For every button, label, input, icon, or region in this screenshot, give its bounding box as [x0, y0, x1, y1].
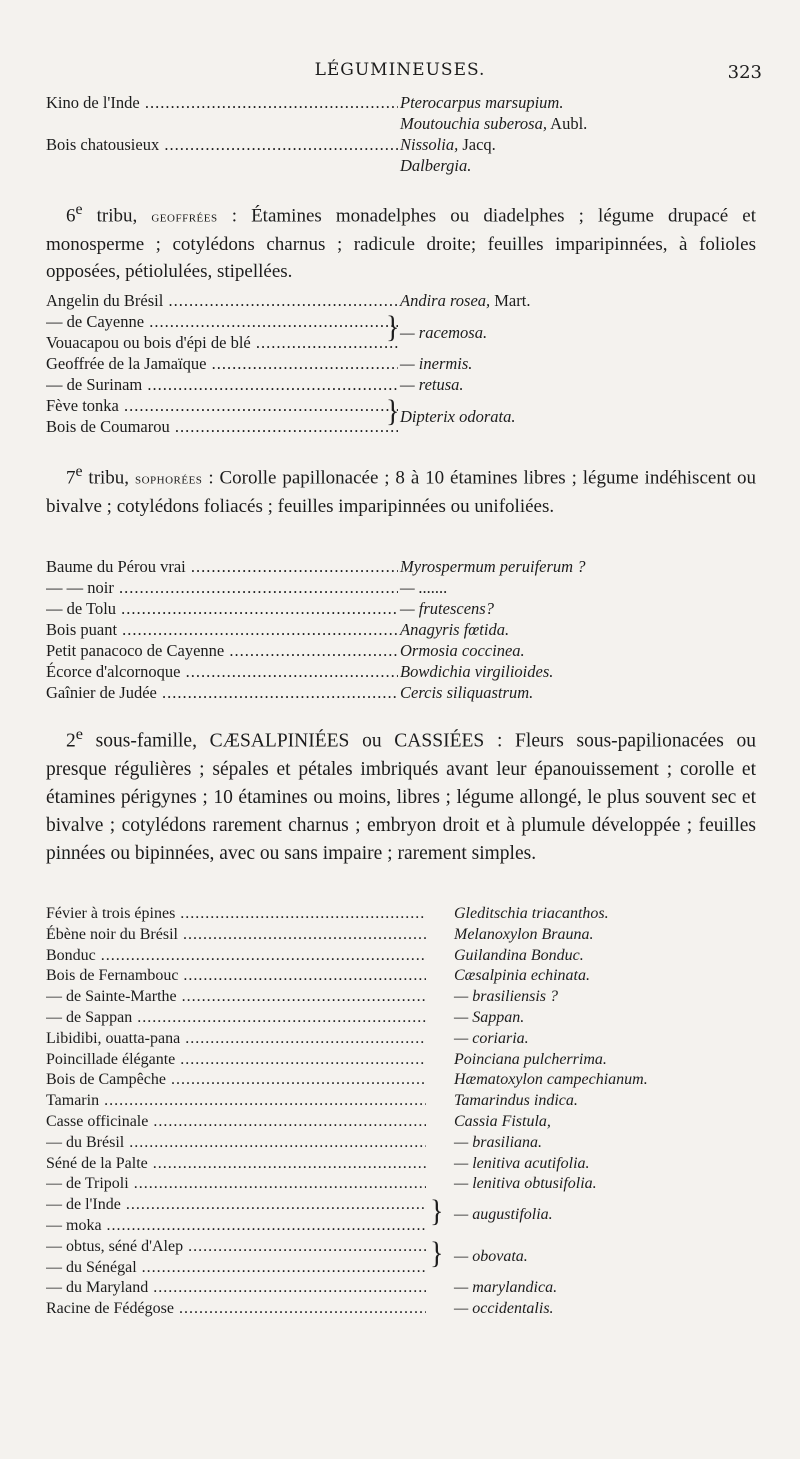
list-item — [46, 556, 766, 577]
common-name: — de Tolu ..... — [46, 598, 398, 619]
common-name: Casse officinale ..... — [46, 1112, 426, 1133]
common-name: — de Tripoli ..... — [46, 1174, 426, 1195]
common-name: Bois chatousieux ..... — [46, 134, 398, 155]
latin-name: Ormosia coccinea. — [400, 641, 525, 660]
list-item — [46, 1278, 766, 1299]
list-item — [46, 1216, 766, 1237]
species-list-1 — [46, 92, 766, 176]
common-name: Geoffrée de la Jamaïque ..... — [46, 353, 398, 374]
list-item — [46, 1008, 766, 1029]
latin-name: — coriaria. — [454, 1029, 529, 1047]
latin-name: — obovata. — [454, 1247, 528, 1265]
common-name: Petit panacoco de Cayenne ..... — [46, 640, 398, 661]
common-name: Bois de Fernambouc ..... — [46, 966, 426, 987]
list-item — [46, 332, 766, 353]
latin-name: — ....... — [400, 578, 448, 597]
latin-name: — augustifolia. — [454, 1206, 553, 1224]
list-item — [46, 1091, 766, 1112]
list-item — [46, 353, 766, 374]
list-item — [46, 966, 766, 987]
latin-name: Tamarindus indica. — [454, 1092, 578, 1110]
latin-name: Moutouchia suberosa, Aubl. — [400, 114, 588, 133]
brace: } — [430, 1194, 444, 1229]
common-name: Libidibi, ouatta-pana ..... — [46, 1029, 426, 1050]
common-name: Kino de l'Inde ..... — [46, 92, 398, 113]
list-item — [46, 1154, 766, 1175]
common-name: Racine de Fédégose ..... — [46, 1299, 426, 1320]
latin-name: Melanoxylon Brauna. — [454, 925, 594, 943]
running-head — [0, 58, 800, 88]
list-item — [46, 1029, 766, 1050]
latin-name: — racemosa. — [400, 323, 488, 342]
list-item — [46, 1299, 766, 1320]
common-name: Écorce d'alcornoque ..... — [46, 661, 398, 682]
latin-name: — inermis. — [400, 354, 473, 373]
common-name: Gaînier de Judée ..... — [46, 682, 398, 703]
page-number: 323 — [727, 62, 762, 83]
list-item — [46, 1050, 766, 1071]
list-item — [46, 661, 766, 682]
list-item — [46, 925, 766, 946]
common-name: Tamarin ..... — [46, 1091, 426, 1112]
common-name: Poincillade élégante ..... — [46, 1050, 426, 1071]
common-name: Bois puant ..... — [46, 619, 398, 640]
common-name: Vouacapou ou bois d'épi de blé ..... — [46, 332, 398, 353]
list-item — [46, 1133, 766, 1154]
brace: } — [386, 394, 400, 429]
latin-name: Dipterix odorata. — [400, 407, 516, 426]
list-item — [46, 1112, 766, 1133]
common-name: — de Sainte-Marthe ..... — [46, 987, 426, 1008]
list-item — [46, 598, 766, 619]
common-name: — obtus, séné d'Alep ..... — [46, 1237, 426, 1258]
latin-name: Poinciana pulcherrima. — [454, 1050, 607, 1068]
list-item — [46, 1258, 766, 1279]
latin-name: — frutescens? — [400, 599, 494, 618]
common-name: Fève tonka ..... — [46, 395, 398, 416]
list-item — [46, 416, 766, 437]
tribe-7-description: 7e tribu, sophorées : Corolle papillonacée ; 8 à 10 étamines libres ; légume indéhiscent ou bivalve ; cotylédons foliacés ; feuilles imparipinnées ou unifoliées. — [46, 463, 756, 518]
list-item — [46, 577, 766, 598]
latin-name: Dalbergia. — [400, 156, 472, 175]
latin-name: — lenitiva obtusifolia. — [454, 1175, 597, 1193]
latin-name: Guilandina Bonduc. — [454, 946, 584, 964]
list-item — [46, 290, 766, 311]
common-name: Bois de Campêche ..... — [46, 1070, 426, 1091]
latin-name: Nissolia, Jacq. — [400, 135, 496, 154]
common-name: — du Brésil ..... — [46, 1133, 426, 1154]
list-item — [46, 374, 766, 395]
list-item — [46, 946, 766, 967]
latin-name: — retusa. — [400, 375, 464, 394]
brace: } — [386, 310, 400, 345]
running-title: LÉGUMINEUSES. — [314, 60, 486, 80]
list-item — [46, 987, 766, 1008]
list-item — [46, 904, 766, 925]
latin-name: Anagyris fœtida. — [400, 620, 510, 639]
latin-name: Cercis siliquastrum. — [400, 683, 534, 702]
list-item — [46, 155, 766, 176]
common-name: — — noir ..... — [46, 577, 398, 598]
common-name: Févier à trois épines ..... — [46, 904, 426, 925]
subfamily-2-description: 2e sous-famille, CÆSALPINIÉES ou CASSIÉES : Fleurs sous-papilionacées ou presque régulières ; sépales et pétales imbriqués avant leur épanouissement ; corolle et étamines périgynes ; 10 étamines ou moins, libres ; légume allongé, le plus souvent sec et bivalve ; cotylédons rarement charnus ; embryon droit et à plumule développée ; feuilles pinnées ou bipinnées, avec ou sans impaire ; rarement simples. — [46, 725, 756, 864]
latin-name: — lenitiva acutifolia. — [454, 1154, 590, 1172]
list-item — [46, 1070, 766, 1091]
list-item — [46, 113, 766, 134]
latin-name: Cassia Fistula, — [454, 1112, 551, 1130]
list-item — [46, 682, 766, 703]
latin-name: Pterocarpus marsupium. — [400, 93, 564, 112]
common-name: — moka ..... — [46, 1216, 426, 1237]
latin-name: Cæsalpinia echinata. — [454, 967, 590, 985]
latin-name: Bowdichia virgilioides. — [400, 662, 554, 681]
list-item — [46, 92, 766, 113]
latin-name: — marylandica. — [454, 1279, 558, 1297]
tribe-6-description: 6e tribu, geoffrées : Étamines monadelphes ou diadelphes ; légume drupacé et monosperme ; cotylédons charnus ; radicule droite; feuilles imparipinnées, à folioles opposées, pétiolulées, stipellées. — [46, 201, 756, 283]
common-name: — du Sénégal ..... — [46, 1258, 426, 1279]
common-name: Bonduc ..... — [46, 946, 426, 967]
list-item — [46, 1174, 766, 1195]
common-name: Ébène noir du Brésil ..... — [46, 925, 426, 946]
list-item — [46, 619, 766, 640]
common-name: — de Surinam ..... — [46, 374, 398, 395]
common-name: — de Cayenne ..... — [46, 311, 398, 332]
latin-name: — occidentalis. — [454, 1300, 554, 1318]
latin-name: Hæmatoxylon campechianum. — [454, 1071, 648, 1089]
common-name: Bois de Coumarou ..... — [46, 416, 398, 437]
common-name: — de Sappan ..... — [46, 1008, 426, 1029]
latin-name: Gleditschia triacanthos. — [454, 905, 609, 922]
common-name: — de l'Inde ..... — [46, 1195, 426, 1216]
latin-name: Myrospermum peruiferum ? — [400, 557, 586, 576]
latin-name: — brasiliana. — [454, 1133, 543, 1151]
common-name: Baume du Pérou vrai ..... — [46, 556, 398, 577]
list-item — [46, 640, 766, 661]
common-name: — du Maryland ..... — [46, 1278, 426, 1299]
brace: } — [430, 1236, 444, 1271]
list-item — [46, 134, 766, 155]
species-list-2 — [46, 290, 766, 437]
species-list-4 — [46, 904, 766, 1320]
latin-name: — brasiliensis ? — [454, 988, 559, 1006]
latin-name: — Sappan. — [454, 1008, 525, 1026]
latin-name: Andira rosea, Mart. — [400, 291, 531, 310]
species-list-3 — [46, 556, 766, 703]
common-name: Séné de la Palte ..... — [46, 1154, 426, 1175]
common-name: Angelin du Brésil ..... — [46, 290, 398, 311]
